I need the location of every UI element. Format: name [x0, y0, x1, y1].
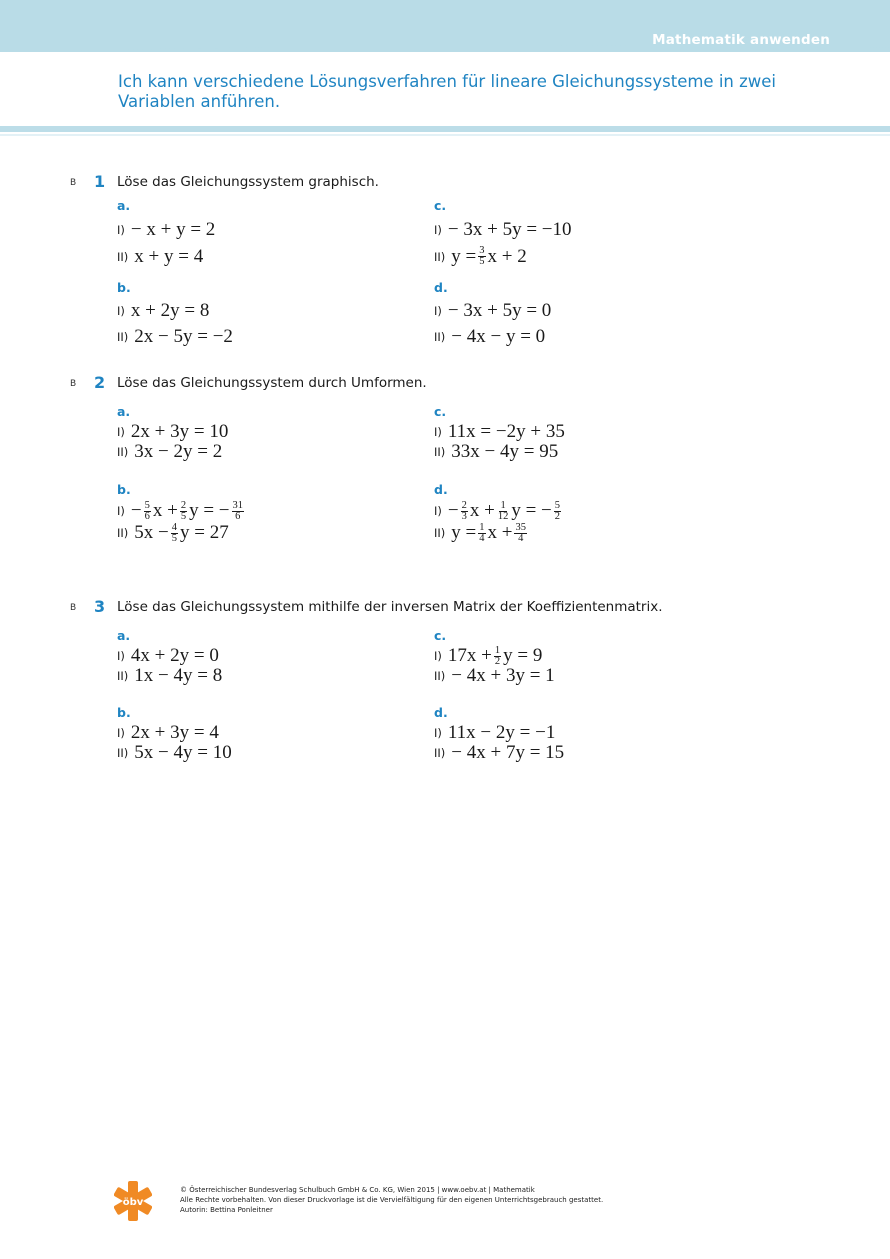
equation-text: x +: [152, 500, 178, 521]
part-label: d.: [434, 482, 448, 497]
equation-2: [434, 243, 734, 270]
equation-2: [117, 743, 417, 763]
equation-2: [434, 324, 734, 350]
roman-numeral: I): [434, 222, 442, 237]
fraction: [144, 501, 151, 522]
part-label: c.: [434, 628, 447, 643]
task-3-part-d: [434, 705, 734, 763]
publisher-logo: [114, 1181, 152, 1221]
equation-2: [434, 522, 734, 544]
equation-text: − 4x − y = 0: [451, 326, 546, 347]
equation-2: [434, 666, 734, 686]
task-instruction: Löse das Gleichungssystem graphisch.: [117, 174, 379, 190]
roman-numeral: II): [117, 330, 129, 344]
task-2-part-d: [434, 482, 734, 544]
equation-text: − 4x + 3y = 1: [451, 665, 555, 686]
roman-numeral: II): [117, 249, 129, 264]
roman-numeral: II): [434, 249, 446, 264]
fraction: [497, 501, 510, 522]
equation-text: x + 2y = 8: [130, 300, 210, 321]
equation-text: 4x + 2y = 0: [130, 645, 219, 666]
part-label: a.: [117, 628, 131, 643]
equation-text: x +: [487, 522, 513, 543]
numerator: 31: [232, 499, 244, 511]
roman-numeral: I): [434, 649, 442, 663]
equation-1: [117, 422, 417, 442]
equation-text: 11x − 2y = −1: [447, 722, 556, 743]
equation-1: [434, 216, 734, 243]
denominator: 6: [144, 510, 150, 522]
fraction: [171, 523, 178, 544]
equation-2: [434, 743, 734, 763]
roman-numeral: II): [434, 526, 446, 540]
equation-2: [117, 666, 417, 686]
fraction: [494, 646, 501, 667]
roman-numeral: II): [434, 746, 446, 760]
part-label: a.: [117, 198, 131, 213]
fraction: [461, 501, 468, 522]
equation-text: y = −: [511, 500, 552, 521]
roman-numeral: I): [117, 425, 125, 439]
equation-text: 2x + 3y = 4: [130, 722, 219, 743]
author-line: Autorin: Bettina Ponleitner: [180, 1206, 273, 1214]
task-3-part-b: [117, 705, 417, 763]
part-label: b.: [117, 280, 131, 295]
logo-text: öbv: [122, 1197, 144, 1208]
roman-numeral: I): [434, 504, 442, 518]
equation-text: 3x − 2y = 2: [134, 441, 223, 462]
equation-text: y =: [451, 522, 477, 543]
task-2-part-b: [117, 482, 417, 544]
equation-2: [434, 442, 734, 462]
equation-1: [434, 723, 734, 743]
equation-text: y = −: [189, 500, 230, 521]
numerator: 2: [180, 499, 187, 511]
task-2-part-a: [117, 404, 417, 462]
task-1-part-b: [117, 280, 417, 350]
denominator: 4: [518, 532, 524, 544]
equation-1: [117, 723, 417, 743]
equation-1: [434, 298, 734, 324]
part-label: b.: [117, 482, 131, 497]
fraction: [232, 501, 245, 522]
equation-2: [117, 243, 417, 270]
task-number: 1: [94, 172, 106, 191]
roman-numeral: I): [117, 304, 125, 318]
part-label: a.: [117, 404, 131, 419]
denominator: 3: [461, 510, 467, 522]
roman-numeral: I): [117, 222, 125, 237]
task-instruction: Löse das Gleichungssystem mithilfe der inversen Matrix der Koeffizientenmatrix.: [117, 599, 663, 615]
equation-2: [117, 442, 417, 462]
denominator: 2: [554, 510, 561, 522]
fraction: [478, 523, 485, 544]
equation-text: 17x +: [447, 645, 492, 666]
equation-text: 33x − 4y = 95: [451, 441, 559, 462]
denominator: 4: [479, 532, 485, 544]
equation-text: y =: [451, 245, 477, 267]
copyright-line: © Österreichischer Bundesverlag Schulbuch GmbH & Co. KG, Wien 2015 | www.oebv.at | Mathematik: [180, 1186, 535, 1194]
roman-numeral: I): [434, 726, 442, 740]
numerator: 3: [479, 245, 485, 256]
task-1-part-d: [434, 280, 734, 350]
task-instruction: Löse das Gleichungssystem durch Umformen.: [117, 375, 427, 391]
denominator: 5: [479, 256, 485, 267]
equation-text: 5x −: [134, 522, 169, 543]
equation-text: − x + y = 2: [130, 218, 216, 240]
roman-numeral: II): [117, 526, 129, 540]
equation-2: [117, 324, 417, 350]
equation-text: x + 2: [487, 245, 527, 267]
fraction: [180, 501, 187, 522]
fraction: [478, 246, 485, 267]
roman-numeral: I): [117, 726, 125, 740]
equation-1: [117, 500, 417, 522]
numerator: 4: [171, 521, 177, 533]
fraction: [554, 501, 561, 522]
part-label: d.: [434, 280, 448, 295]
task-level: B: [70, 603, 77, 613]
equation-text: 5x − 4y = 10: [134, 742, 232, 763]
equation-1: [117, 216, 417, 243]
rights-line: Alle Rechte vorbehalten. Von dieser Druckvorlage ist die Vervielfältigung für den eigenen Unterrichtsgebrauch gestattet.: [180, 1196, 604, 1204]
equation-text: − 3x + 5y = −10: [447, 218, 572, 240]
section-title: Mathematik anwenden: [652, 32, 830, 48]
equation-text: 2x − 5y = −2: [134, 326, 233, 347]
equation-text: x +: [469, 500, 495, 521]
equation-1: [434, 500, 734, 522]
numerator: 2: [461, 499, 467, 511]
numerator: 1: [494, 644, 501, 656]
denominator: 2: [494, 655, 501, 667]
roman-numeral: I): [117, 649, 125, 663]
part-label: c.: [434, 198, 447, 213]
equation-text: − 4x + 7y = 15: [451, 742, 565, 763]
equation-text: − 3x + 5y = 0: [447, 300, 552, 321]
task-level: B: [70, 379, 77, 389]
fraction: [514, 523, 527, 544]
numerator: 1: [500, 499, 506, 511]
equation-text: y = 9: [503, 645, 543, 666]
header-divider-light: [0, 134, 890, 136]
numerator: 1: [479, 521, 485, 533]
equation-text: −: [447, 500, 459, 521]
roman-numeral: II): [117, 445, 129, 459]
equation-text: 11x = −2y + 35: [447, 421, 565, 442]
equation-text: y = 27: [180, 522, 229, 543]
task-1-part-a: [117, 198, 417, 270]
equation-1: [117, 298, 417, 324]
roman-numeral: I): [434, 425, 442, 439]
numerator: 35: [515, 521, 526, 533]
equation-2: [117, 522, 417, 544]
denominator: 6: [235, 510, 241, 522]
part-label: b.: [117, 705, 131, 720]
roman-numeral: I): [117, 504, 125, 518]
equation-1: [117, 646, 417, 666]
roman-numeral: II): [434, 330, 446, 344]
footer-text: [180, 1185, 603, 1215]
denominator: 12: [497, 510, 509, 522]
roman-numeral: II): [117, 746, 129, 760]
learning-objective: Ich kann verschiedene Lösungsverfahren für lineare Gleichungssysteme in zwei Variablen anführen.: [118, 72, 776, 111]
denominator: 5: [180, 510, 187, 522]
numerator: 5: [144, 499, 150, 511]
numerator: 5: [554, 499, 561, 511]
part-label: d.: [434, 705, 448, 720]
task-2-part-c: [434, 404, 734, 462]
equation-text: −: [130, 500, 142, 521]
part-label: c.: [434, 404, 447, 419]
roman-numeral: II): [117, 669, 129, 683]
denominator: 5: [171, 532, 177, 544]
task-number: 2: [94, 373, 106, 392]
roman-numeral: II): [434, 669, 446, 683]
task-3-part-c: [434, 628, 734, 686]
roman-numeral: II): [434, 445, 446, 459]
task-1-part-c: [434, 198, 734, 270]
equation-text: x + y = 4: [134, 245, 204, 267]
equation-1: [434, 646, 734, 666]
roman-numeral: I): [434, 304, 442, 318]
task-3-part-a: [117, 628, 417, 686]
equation-1: [434, 422, 734, 442]
task-number: 3: [94, 597, 106, 616]
equation-text: 1x − 4y = 8: [134, 665, 223, 686]
header-divider: [0, 126, 890, 132]
task-level: B: [70, 178, 77, 188]
equation-text: 2x + 3y = 10: [130, 421, 229, 442]
